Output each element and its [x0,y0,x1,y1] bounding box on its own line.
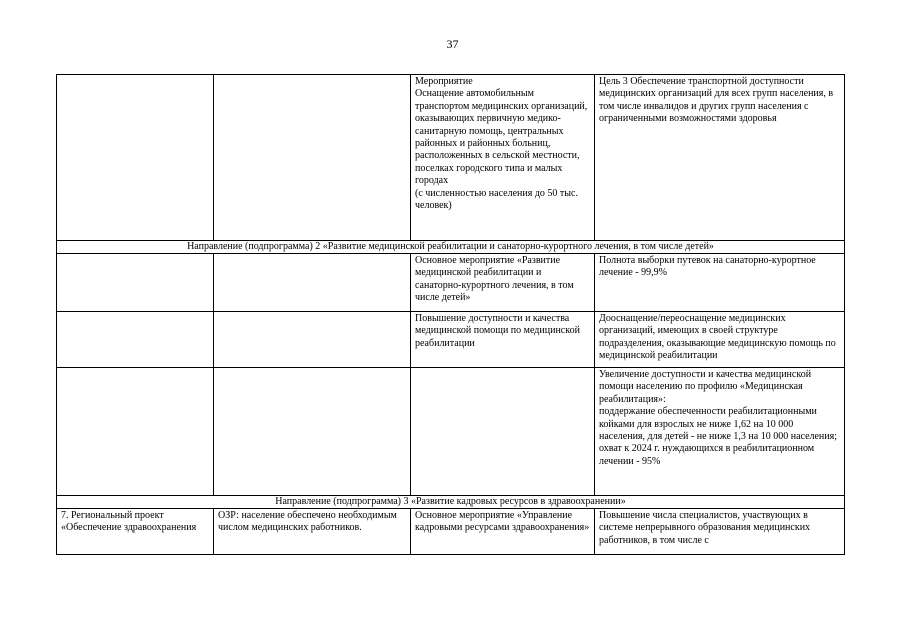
cell-indicator: Дооснащение/переоснащение медицинских организаций, имеющих в своей структуре подразделения, оказывающие медицинскую помощь по медицинской реабилитации [595,312,845,368]
table-row [57,75,845,241]
cell-goal [214,312,411,368]
cell-goal [214,75,411,241]
activity-note: (с численностью населения до 50 тыс. человек) [415,187,578,212]
cell-activity: Основное мероприятие «Управление кадровыми ресурсами здравоохранения» [411,509,595,555]
direction-2-title: Направление (подпрограмма) 2 «Развитие медицинской реабилитации и санаторно-курортного лечения, в том числе детей» [57,241,845,254]
indicator-part: Увеличение доступности и качества медицинской помощи населению по профилю «Медицинская реабилитация»: [599,369,812,405]
direction-3-title: Направление (подпрограмма) 3 «Развитие кадровых ресурсов в здравоохранении» [57,496,845,509]
cell-project [57,254,214,312]
cell-activity: Повышение доступности и качества медицинской помощи по медицинской реабилитации [411,312,595,368]
cell-project: 7. Региональный проект «Обеспечение здравоохранения [57,509,214,555]
table-row [57,254,845,312]
program-table [56,74,845,555]
cell-goal: ОЗР: население обеспечено необходимым числом медицинских работников. [214,509,411,555]
indicator-part: поддержание обеспеченности реабилитационными койками для взрослых не ниже 1,62 на 10 000 населения, для детей - не ниже 1,3 на 10 000 населения; [599,406,838,443]
activity-heading: Мероприятие [415,76,473,87]
cell-project [57,312,214,368]
cell-activity [411,368,595,496]
cell-indicator: Цель 3 Обеспечение транспортной доступности медицинских организаций для всех групп населения, в том числе инвалидов и других групп населения с ограниченными возможностями здоровья [595,75,845,241]
table-row [57,312,845,368]
cell-project [57,368,214,496]
page-number: 37 [446,37,459,51]
activity-text: Оснащение автомобильным транспортом медицинских организаций, оказывающих первичную медико-санитарную помощь, центральных районных и районных больниц, расположенных в сельской местности, поселках городского типа и малых городах [415,88,588,187]
cell-goal [214,254,411,312]
table-row [57,509,845,555]
cell-goal [214,368,411,496]
direction-row [57,241,845,254]
cell-indicator: Полнота выборки путевок на санаторно-курортное лечение - 99,9% [595,254,845,312]
table-row [57,368,845,496]
cell-activity: Основное мероприятие «Развитие медицинской реабилитации и санаторно-курортного лечения, в том числе детей» [411,254,595,312]
cell-activity [411,75,595,241]
cell-indicator: Повышение числа специалистов, участвующих в системе непрерывного образования медицинских работников, в том числе с [595,509,845,555]
direction-row [57,496,845,509]
cell-indicator [595,368,845,496]
cell-project [57,75,214,241]
indicator-part: охват к 2024 г. нуждающихся в реабилитационном лечении - 95% [599,443,815,467]
